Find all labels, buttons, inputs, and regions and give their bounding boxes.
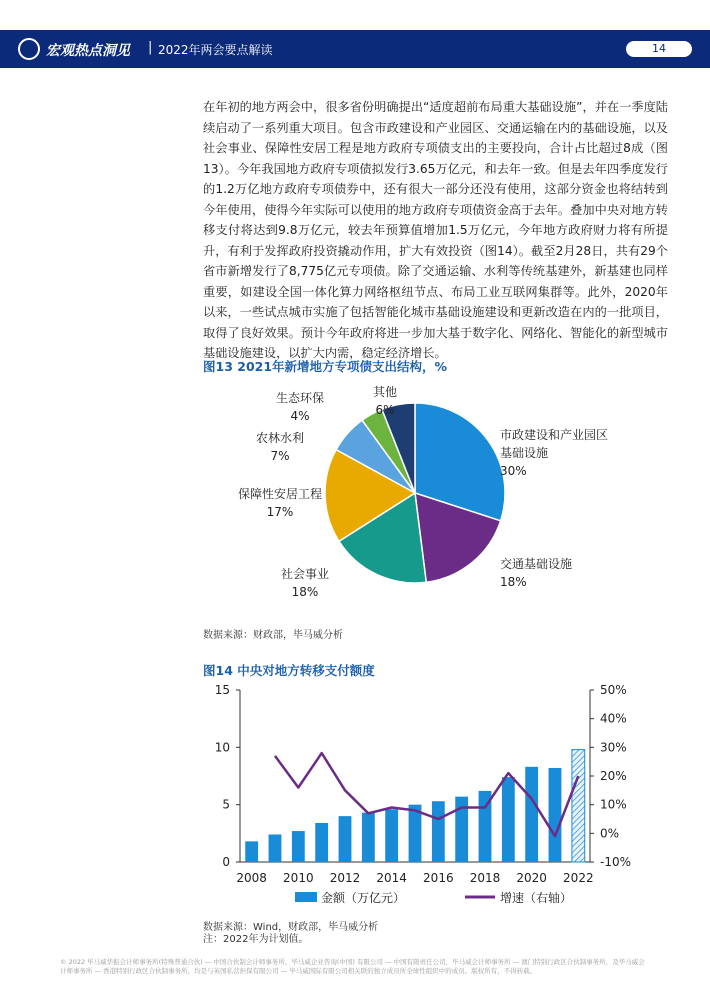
bar [525,767,538,862]
brand-logo-icon [18,38,40,60]
legend-line-label: 增速（右轴） [500,891,573,905]
bar-line-chart [190,680,660,910]
pie-category-label: 基础设施 [500,446,549,460]
legend-bar-swatch [295,892,317,902]
bar [245,841,258,862]
legend-bar-label: 金额（万亿元） [321,891,406,905]
figure13-title: 图13 2021年新增地方专项债支出结构，% [203,359,448,374]
figure14-title: 图14 中央对地方转移支付额度 [203,663,375,678]
pie-category-label: 生态环保 [275,391,325,405]
figure14-note: 注：2022年为计划值。 [203,934,309,945]
x-tick-label: 2020 [516,871,547,885]
brand-title: 宏观热点洞见 [46,43,130,59]
bar [315,823,328,862]
pie-value-label: 4% [290,409,310,423]
pie-category-label: 农林水利 [255,431,305,445]
right-tick-label: 30% [600,740,627,755]
x-tick-label: 2010 [283,871,314,885]
pie-category-label: 交通基础设施 [500,557,573,571]
pie-category-label: 社会事业 [280,567,330,581]
pie-category-label: 其他 [372,385,398,399]
bar [502,777,515,862]
x-tick-label: 2018 [469,871,501,885]
bar [385,809,398,862]
x-tick-label: 2012 [329,871,361,885]
bar [339,816,352,862]
right-tick-label: 0% [600,826,620,841]
pie-chart [200,385,670,615]
x-tick-label: 2022 [563,871,594,885]
left-tick-label: 5 [222,797,230,812]
pie-value-label: 6% [375,403,395,417]
left-tick-label: 10 [214,740,230,755]
right-tick-label: 50% [600,683,627,697]
pie-value-label: 7% [270,449,290,463]
bar-projected [572,750,585,862]
bar [269,834,282,862]
x-tick-label: 2008 [236,871,267,885]
page-number: 14 [626,41,692,57]
pie-category-label: 市政建设和产业园区 [500,428,609,442]
report-subtitle: 2022年两会要点解读 [158,43,273,57]
figure13-source: 数据来源：财政部，毕马威分析 [203,630,343,641]
right-tick-label: 40% [600,711,627,726]
pie-value-label: 18% [500,575,527,589]
right-tick-label: 20% [600,769,627,783]
page-header [0,30,710,68]
left-tick-label: 0 [222,855,230,869]
footer-copyright: © 2022 毕马威华振会计师事务所(特殊普通合伙) — 中国合伙制会计师事务所，毕马威企业咨询(中国) 有限公司 — 中国有限责任公司，毕马威会计师事务所 — 澳门特别行政区合伙制事务所，及毕马威会计师事务所 — 香港特别行政区合伙制事务所，均是与英国私营担保有限公司 — 毕马威国际有限公司相关联的独立成员所全球性组织中的成员。版权所有，不得转载。 [60,958,645,975]
header-separator: | [148,40,153,55]
x-tick-label: 2014 [376,871,407,885]
left-tick-label: 15 [214,683,230,697]
bar [432,801,445,862]
pie-value-label: 18% [291,585,319,599]
pie-value-label: 17% [266,505,294,519]
bar [292,831,305,862]
bar [549,768,562,862]
x-tick-label: 2016 [423,871,454,885]
right-tick-label: -10% [600,855,632,869]
pie-value-label: 30% [500,464,527,478]
body-paragraph: 在年初的地方两会中，很多省份明确提出“适度超前布局重大基础设施”，并在一季度陆续启动了一系列重大项目。包含市政建设和产业园区、交通运输在内的基础设施，以及社会事业、保障性安居工程是地方政府专项债支出的主要投向，合计占比超过8成（图13）。今年我国地方政府专项债拟发行3.65万亿元，和去年一致。但是去年四季度发行的1.2万亿地方政府专项债券中，还有很大一部分还没有使用，这部分资金也将结转到今年使用，使得今年实际可以使用的地方政府专项债资金高于去年。叠加中央对地方转移支付将达到9.8万亿元，较去年预算值增加1.5万亿元，今年地方政府财力将有所提升，有利于发挥政府投资撬动作用，扩大有效投资（图14）。截至2月28日，共有29个省市新增发行了8,775亿元专项债。除了交通运输、水利等传统基建外，新基建也同样重要，如建设全国一体化算力网络枢纽节点、布局工业互联网集群等。此外，2020年以来，一些试点城市实施了包括智能化城市基础设施建设和更新改造在内的一批项目，取得了良好效果。预计今年政府将进一步加大基于数字化、网络化、智能化的新型城市基础设施建设，以扩大内需，稳定经济增长。 [203,100,668,360]
pie-category-label: 保障性安居工程 [237,487,323,501]
bar [362,813,375,862]
figure14-source: 数据来源：Wind，财政部，毕马威分析 [203,922,379,933]
right-tick-label: 10% [600,797,627,812]
